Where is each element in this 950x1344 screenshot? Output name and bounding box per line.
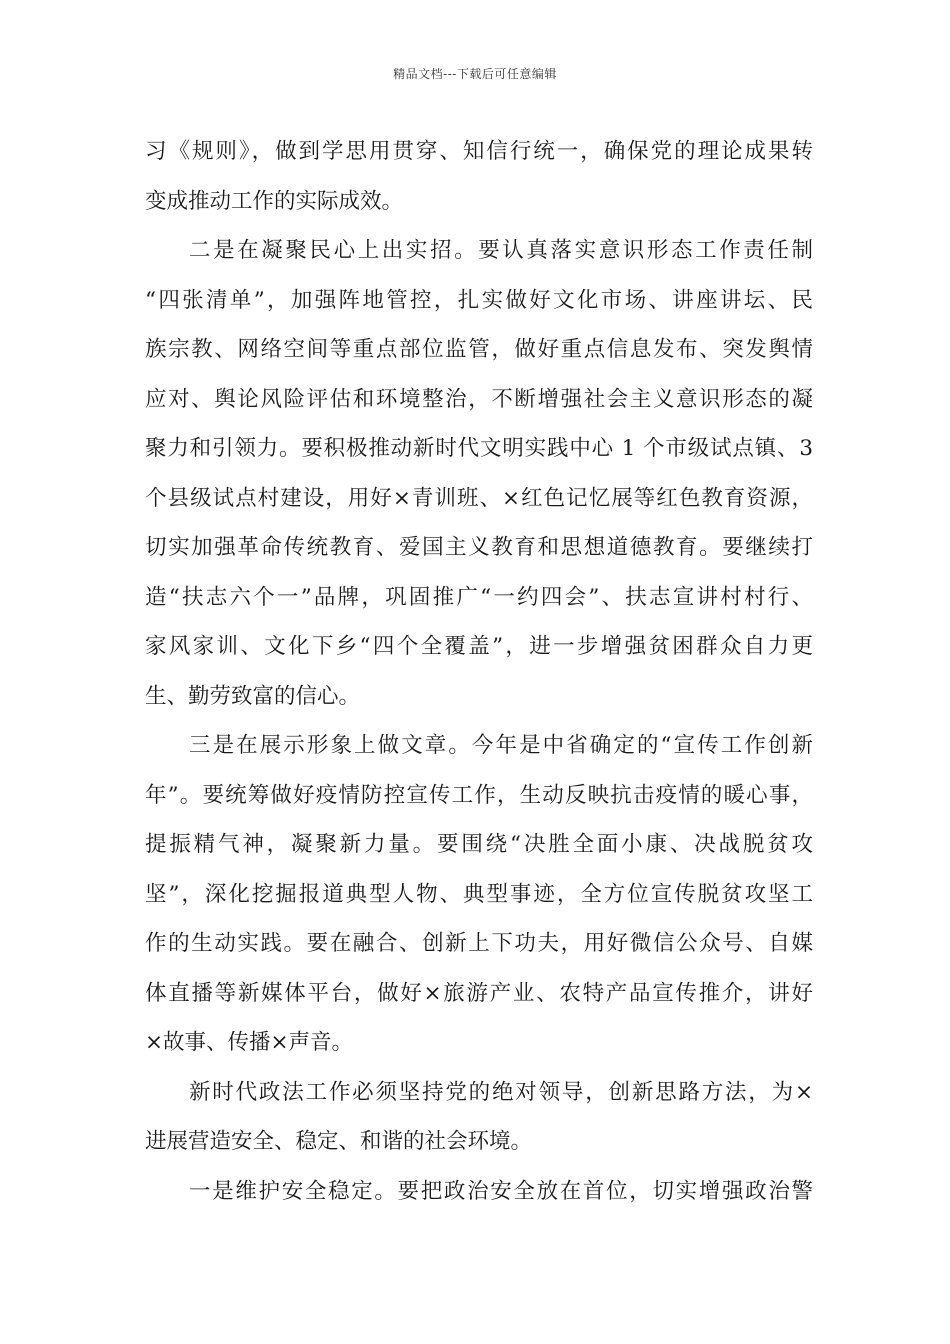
text-line: 生、勤劳致富的信心。 <box>145 683 361 709</box>
page-header: 精品文档---下载后可任意编辑 <box>393 67 557 81</box>
text-line: 应对、舆论风险评估和环境整治，不断增强社会主义意识形态的凝 <box>145 386 813 412</box>
text-line: 年”。要统筹做好疫情防控宣传工作，生动反映抗击疫情的暖心事， <box>145 782 813 808</box>
text-line: “四张清单”，加强阵地管控，扎实做好文化市场、讲座讲坛、民 <box>145 287 813 313</box>
text-line: 个县级试点村建设，用好×青训班、×红色记忆展等红色教育资源， <box>145 485 813 511</box>
text-line: 作的生动实践。要在融合、创新上下功夫，用好微信公众号、自媒 <box>145 931 813 956</box>
text-line: 坚”，深化挖掘报道典型人物、典型事迹，全方位宣传脱贫攻坚工 <box>145 881 813 907</box>
text-line: 进展营造安全、稳定、和谐的社会环境。 <box>145 1129 533 1154</box>
text-line: 族宗教、网络空间等重点部位监管，做好重点信息发布、突发舆情 <box>145 337 813 362</box>
document-body <box>145 127 813 1216</box>
text-line: ×故事、传播×声音。 <box>145 1030 354 1055</box>
paragraph-start-line: 一是维护安全稳定。要把政治安全放在首位，切实增强政治警 <box>189 1178 813 1204</box>
text-line: 体直播等新媒体平台，做好×旅游产业、农特产品宣传推介，讲好 <box>145 980 813 1006</box>
text-line: 造“扶志六个一”品牌，巩固推广“一约四会”、扶志宣讲村村行、 <box>145 584 813 610</box>
text-line: 变成推动工作的实际成效。 <box>145 188 404 214</box>
paragraph-start-line: 三是在展示形象上做文章。今年是中省确定的“宣传工作创新 <box>189 733 813 758</box>
paragraph-start-line: 二是在凝聚民心上出实招。要认真落实意识形态工作责任制 <box>189 238 813 263</box>
paragraph-start-line: 新时代政法工作必须坚持党的绝对领导，创新思路方法，为× <box>189 1079 813 1105</box>
text-line: 习《规则》，做到学思用贯穿、知信行统一，确保党的理论成果转 <box>145 139 813 164</box>
text-line: 切实加强革命传统教育、爱国主义教育和思想道德教育。要继续打 <box>145 535 813 560</box>
text-line: 家风家训、文化下乡“四个全覆盖”，进一步增强贫困群众自力更 <box>145 634 813 659</box>
text-line: 提振精气神，凝聚新力量。要围绕“决胜全面小康、决战脱贫攻 <box>145 832 813 857</box>
text-line: 聚力和引领力。要积极推动新时代文明实践中心 1 个市级试点镇、3 <box>145 436 813 461</box>
